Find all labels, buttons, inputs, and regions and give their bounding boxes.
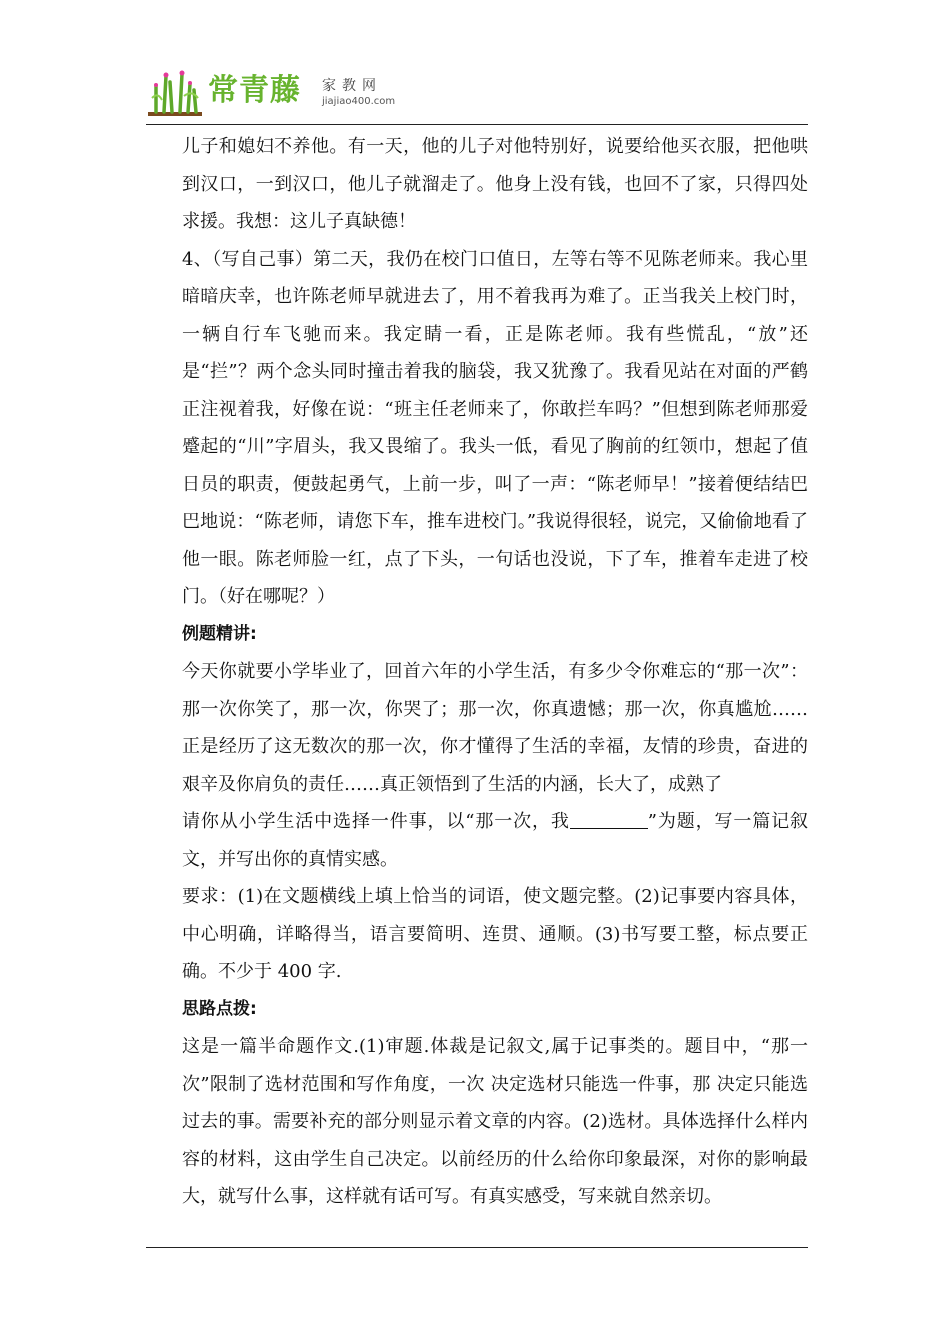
prompt-task-start: 请你从小学生活中选择一件事，以“那一次，我 — [182, 811, 570, 832]
paragraph-prompt-intro: 今天你就要小学毕业了，回首六年的小学生活，有多少令你难忘的“那一次”：那一次你笑了，那一次，你哭了；那一次，你真遗憾；那一次，你真尴尬……正是经历了这无数次的那一次，你才懂得了生活的幸福，友情的珍贵，奋进的艰辛及你肩负的责任……真正领悟到了生活的内涵，长大了，成熟了 — [182, 661, 808, 795]
page-header — [146, 62, 808, 124]
prompt-task-end: ”为题，写一篇记叙文，并写出你的真情实感。 — [182, 811, 808, 870]
paragraph-requirements: 要求：(1)在文题横线上填上恰当的词语，使文题完整。(2)记事要内容具体，中心明确，详略得当，语言要简明、连贯、通顺。(3)书写要工整，标点要正确。不少于 400 字. — [182, 886, 808, 982]
brand-name: 常青藤 — [208, 73, 301, 108]
brand-subtitle: 家教网 — [322, 78, 382, 94]
section-heading-examples: 例题精讲: — [182, 623, 257, 644]
paragraph-example-4: 4、（写自己事）第二天，我仍在校门口值日，左等右等不见陈老师来。我心里暗暗庆幸，也许陈老师早就进去了，用不着我再为难了。正当我关上校门时，一辆自行车飞驰而来。我定睛一看，正是陈老师。我有些慌乱，“放”还是“拦”？两个念头同时撞击着我的脑袋，我又犹豫了。我看见站在对面的严鹤正注视着我，好像在说：“班主任老师来了，你敢拦车吗？”但想到陈老师那爱蹙起的“川”字眉头，我又畏缩了。我头一低，看见了胸前的红领巾，想起了值日员的职责，便鼓起勇气，上前一步，叫了一声：“陈老师早！”接着便结结巴巴地说：“陈老师，请您下车，推车进校门。”我说得很轻，说完，又偷偷地看了他一眼。陈老师脸一红，点了下头，一句话也没说，下了车，推着车走进了校门。（好在哪呢？） — [182, 248, 808, 607]
brand-url: jiajiao400.com — [322, 96, 396, 107]
header-divider — [146, 124, 808, 125]
document-body — [182, 128, 808, 1216]
paragraph-prompt-task — [182, 803, 808, 878]
footer-divider — [146, 1247, 808, 1248]
paragraph-guidance: 这是一篇半命题作文.(1)审题.体裁是记叙文,属于记事类的。题目中，“那一次”限制了选材范围和写作角度，一次 决定选材只能选一件事，那 决定只能选过去的事。需要补充的部分则显示着文章的内容。(2)选材。具体选择什么样内容的材料，这由学生自己决定。以前经历的什么给你印象最深，对你的影响最大，就写什么事，这样就有话可写。有真实感受，写来就自然亲切。 — [182, 1036, 808, 1207]
paragraph-story-end: 儿子和媳妇不养他。有一天，他的儿子对他特别好，说要给他买衣服，把他哄到汉口，一到汉口，他儿子就溜走了。他身上没有钱，也回不了家，只得四处求援。我想：这儿子真缺德！ — [182, 136, 808, 232]
ivy-logo-icon — [146, 68, 204, 118]
title-blank-line — [570, 810, 648, 829]
section-heading-guidance: 思路点拨: — [182, 998, 257, 1019]
